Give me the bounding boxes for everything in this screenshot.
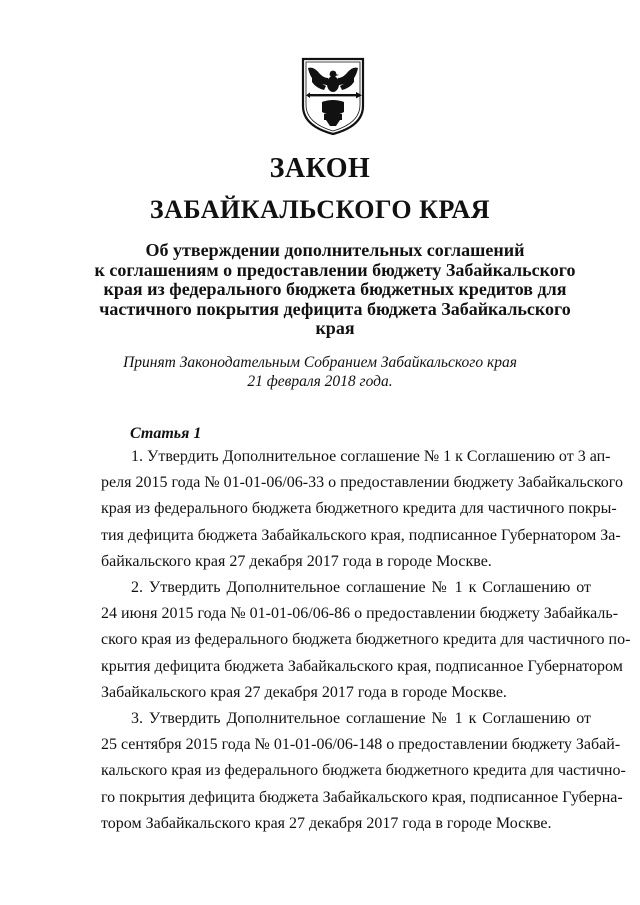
paragraph-line: байкальского края 27 декабря 2017 года в городе Москве.: [101, 552, 492, 570]
adoption-date: 21 февраля 2018 года.: [247, 372, 393, 390]
paragraph-line: 24 июня 2015 года № 01-01-06/06-86 о предоставлении бюджету Забайкаль-: [101, 605, 619, 623]
coat-of-arms-icon: [300, 56, 366, 136]
subject-line: Об утверждении дополнительных соглашений: [145, 240, 525, 260]
paragraph-line: крытия дефицита бюджета Забайкальского края, подписанное Губернатором: [101, 657, 623, 675]
paragraph-line: 1. Утвердить Дополнительное соглашение № 1 к Соглашению от 3 ап-: [131, 448, 611, 465]
subject-line: к соглашениям о предоставлении бюджету Забайкальского: [94, 259, 576, 280]
paragraph-line: Забайкальского края 27 декабря 2017 года в городе Москве.: [101, 683, 507, 701]
paragraph-line: кальского края из федерального бюджета бюджетного кредита для частично-: [101, 762, 626, 780]
paragraph-2: [101, 575, 631, 706]
law-title: ЗАКОН: [269, 153, 371, 184]
paragraph-line: 3. Утвердить Дополнительное соглашение № 1 к Соглашению от: [131, 710, 591, 728]
adoption-line: Принят Законодательным Собранием Забайкальского края: [123, 354, 517, 371]
article-body: [101, 444, 631, 837]
paragraph-3: [101, 706, 626, 837]
law-subject: [90, 241, 580, 339]
paragraph-1: [101, 444, 623, 575]
paragraph-line: ского края из федерального бюджета бюджетного кредита для частичного по-: [101, 631, 631, 649]
adoption-note: [0, 354, 640, 391]
article-heading: Статья 1: [130, 425, 202, 442]
subject-line: края из федерального бюджета бюджетных кредитов для: [103, 279, 567, 299]
paragraph-line: тором Забайкальского края 27 декабря 2017 года в городе Москве.: [101, 814, 552, 832]
paragraph-line: 2. Утвердить Дополнительное соглашение № 1 к Соглашению от: [131, 579, 591, 597]
paragraph-line: края из федерального бюджета бюджетного кредита для частичного покры-: [101, 500, 617, 518]
paragraph-line: го покрытия дефицита бюджета Забайкальского края, подписанное Губерна-: [101, 788, 623, 806]
region-title: ЗАБАЙКАЛЬСКОГО КРАЯ: [149, 195, 491, 224]
subject-line: частичного покрытия дефицита бюджета Забайкальского края: [99, 298, 571, 338]
paragraph-line: реля 2015 года № 01-01-06/06-33 о предоставлении бюджету Забайкальского: [101, 474, 623, 492]
paragraph-line: 25 сентября 2015 года № 01-01-06/06-148 о предоставлении бюджету Забай-: [101, 736, 621, 754]
paragraph-line: тия дефицита бюджета Забайкальского края, подписанное Губернатором За-: [101, 526, 621, 544]
